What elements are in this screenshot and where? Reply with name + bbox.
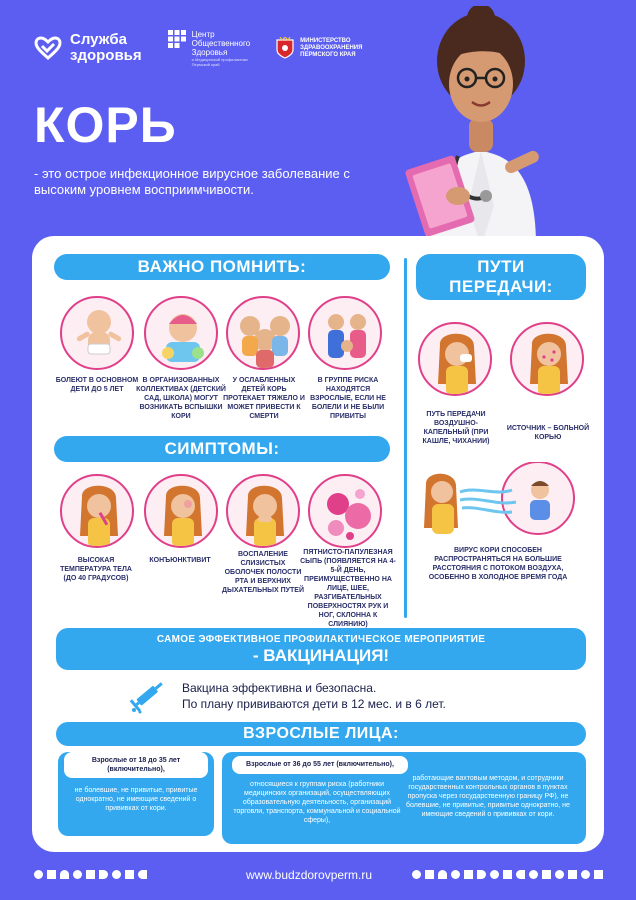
important-caption-1: БОЛЕЮТ В ОСНОВНОМ ДЕТИ ДО 5 ЛЕТ — [55, 377, 139, 393]
symptom-icon-fever — [60, 474, 134, 548]
adults-group2-head: Взрослые от 36 до 55 лет (включительно), — [232, 756, 408, 774]
logo-bar — [34, 26, 426, 70]
vaccination-banner — [56, 628, 586, 670]
adults-group3-body: работающие вахтовым методом, и сотрудники государственных контрольных органов в пунктах пропуска через государственную границу РФ), не болевшие, не привитые, привитые однократно, не имеющие сведений о прививках от кори. — [406, 775, 570, 818]
symptom-icon-rash — [308, 474, 382, 548]
symptom-caption-1: ВЫСОКАЯ ТЕМПЕРАТУРА ТЕЛА (ДО 40 ГРАДУСОВ) — [60, 557, 132, 582]
coat-of-arms-icon — [276, 37, 294, 59]
symptom-caption-4: ПЯТНИСТО-ПАПУЛЕЗНАЯ СЫПЬ (ПОЯВЛЯЕТСЯ НА 4-5-Й ДЕНЬ, ПРЕИМУЩЕСТВЕННО НА ЛИЦЕ, ШЕЕ, РАЗГИБАТЕЛЬНЫХ ПОВЕРХНОСТЯХ РУК И НОГ, СКЛОННА К СЛИЯНИЮ) — [300, 549, 396, 628]
vaccination-line2: - ВАКЦИНАЦИЯ! — [252, 646, 390, 665]
important-icon-baby — [60, 296, 134, 370]
transmission-caption-1: ПУТЬ ПЕРЕДАЧИ ВОЗДУШНО-КАПЕЛЬНЫЙ (ПРИ КАШЛЕ, ЧИХАНИИ) — [422, 411, 490, 445]
vaccination-text — [182, 680, 446, 712]
service-name-line2: здоровья — [70, 47, 142, 64]
footer-website-link[interactable]: www.budzdorovperm.ru — [246, 868, 373, 882]
center-name-line2: Общественного — [191, 38, 251, 48]
center-small-line2: Пермский край — [191, 61, 220, 67]
ministry-logo — [276, 37, 362, 59]
heart-check-icon — [34, 36, 62, 60]
adults-group2-body: относящиеся к группам риска (работники медицинских организаций, осуществляющих образовательную деятельность, организаций торговли, транспорта, коммунальной и социальной сферы), — [233, 781, 401, 824]
symptom-caption-2: КОНЪЮНКТИВИТ — [149, 557, 211, 564]
transmission-heading — [416, 254, 586, 300]
transmission-heading-line2: ПЕРЕДАЧИ: — [449, 277, 553, 296]
important-icon-weak-children — [226, 296, 300, 370]
important-caption-4: В ГРУППЕ РИСКА НАХОДЯТСЯ ВЗРОСЛЫЕ, ЕСЛИ НЕ БОЛЕЛИ И НЕ БЫЛИ ПРИВИТЫ — [310, 377, 386, 420]
adults-heading: ВЗРОСЛЫЕ ЛИЦА: — [56, 722, 586, 746]
ministry-line3: ПЕРМСКОГО КРАЯ — [300, 51, 356, 58]
ministry-line2: ЗДРАВООХРАНЕНИЯ — [300, 44, 363, 51]
adults-group1-head: Взрослые от 18 до 35 лет (включительно), — [64, 752, 208, 778]
grid-logo-icon — [168, 30, 186, 48]
symptom-caption-3: ВОСПАЛЕНИЕ СЛИЗИСТЫХ ОБОЛОЧЕК ПОЛОСТИ РТА И ВЕРХНИХ ДЫХАТЕЛЬНЫХ ПУТЕЙ — [222, 551, 304, 594]
important-icon-adults-risk — [308, 296, 382, 370]
footer — [0, 864, 636, 886]
important-caption-3: У ОСЛАБЛЕННЫХ ДЕТЕЙ КОРЬ ПРОТЕКАЕТ ТЯЖЕЛО И МОЖЕТ ПРИВЕСТИ К СМЕРТИ — [223, 377, 305, 420]
footer-decor-left — [34, 870, 147, 879]
adults-group1-body: не болевшие, не привитые, привитые однократно, не имеющие сведений о прививках от кори. — [74, 787, 198, 812]
page-subtitle: - это острое инфекционное вирусное заболевание с высоким уровнем восприимчивости. — [34, 166, 350, 197]
vaccination-line1: САМОЕ ЭФФЕКТИВНОЕ ПРОФИЛАКТИЧЕСКОЕ МЕРОПРИЯТИЕ — [156, 634, 486, 645]
footer-decor-right — [412, 870, 603, 879]
page-title: КОРЬ — [34, 97, 177, 153]
transmission-icon-source — [510, 322, 584, 396]
important-icon-kindergarten — [144, 296, 218, 370]
service-logo — [34, 32, 142, 64]
transmission-caption-2: ИСТОЧНИК – БОЛЬНОЙ КОРЬЮ — [506, 425, 590, 441]
center-name-line1: Центр — [191, 29, 215, 39]
center-small-line1: и Медицинской профилактики — [191, 56, 248, 62]
symptom-icon-throat — [226, 474, 300, 548]
transmission-caption-3: ВИРУС КОРИ СПОСОБЕН РАСПРОСТРАНЯТЬСЯ НА БОЛЬШИЕ РАССТОЯНИЯ С ПОТОКОМ ВОЗДУХА, ОСОБЕННО В ХОЛОДНОЕ ВРЕМЯ ГОДА — [428, 547, 568, 581]
doctor-illustration — [386, 6, 576, 246]
symptom-icon-conjunctivitis — [144, 474, 218, 548]
important-heading: ВАЖНО ПОМНИТЬ: — [54, 254, 390, 280]
transmission-icon-sneeze — [418, 322, 492, 396]
column-divider — [404, 258, 407, 618]
important-caption-2: В ОРГАНИЗОВАННЫХ КОЛЛЕКТИВАХ (ДЕТСКИЙ САД, ШКОЛА) МОГУТ ВОЗНИКАТЬ ВСПЫШКИ КОРИ — [136, 377, 226, 420]
syringe-icon — [128, 676, 168, 714]
center-logo — [168, 30, 251, 67]
vaccination-text-line2: По плану прививаются дети в 12 мес. и в 6 лет. — [182, 697, 446, 711]
airborne-spread-illustration — [416, 462, 586, 540]
center-name-line3: Здоровья — [191, 47, 228, 57]
transmission-heading-line1: ПУТИ — [477, 257, 525, 276]
service-name-line1: Служба — [70, 31, 127, 48]
ministry-line1: МИНИСТЕРСТВО — [300, 37, 351, 44]
vaccination-text-line1: Вакцина эффективна и безопасна. — [182, 681, 377, 695]
symptoms-heading: СИМПТОМЫ: — [54, 436, 390, 462]
